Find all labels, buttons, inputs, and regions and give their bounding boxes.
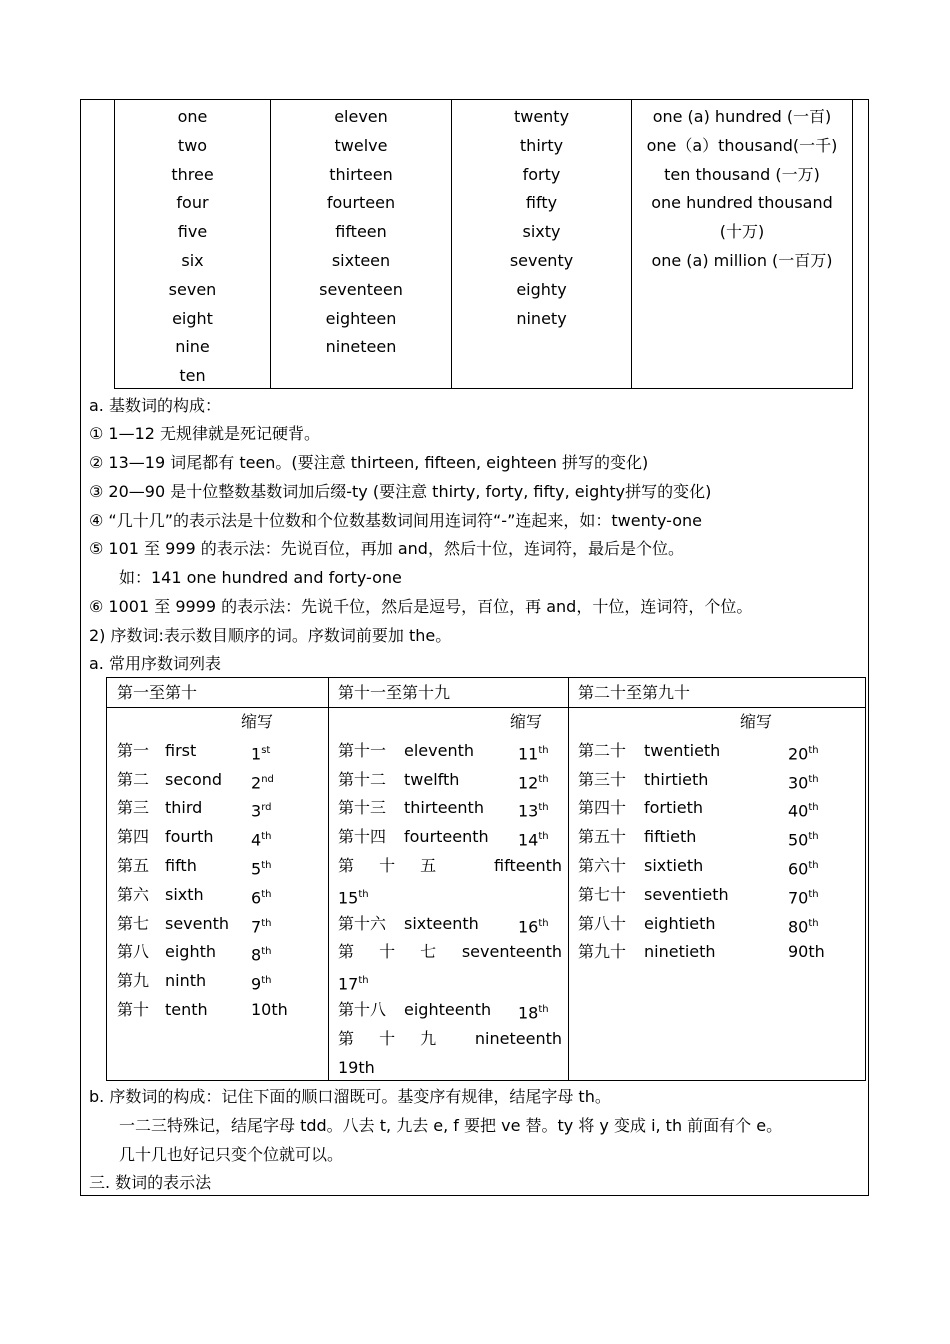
ordinal-row xyxy=(338,1025,562,1054)
cardinal-word: one xyxy=(177,107,208,126)
ordinal-chinese: 第十六 xyxy=(338,913,387,933)
ordinal-abbreviation xyxy=(251,766,274,798)
ordinal-chinese: 第四十 xyxy=(578,798,627,818)
cardinal-word: sixteen xyxy=(331,250,391,270)
ordinal-chinese: 第二 xyxy=(117,769,150,789)
ordinal-abbr-number: 40 xyxy=(788,801,809,821)
ordinal-chinese: 第 十 九 xyxy=(338,1028,447,1048)
ordinal-english: third xyxy=(165,798,203,818)
ordinal-row xyxy=(578,737,818,766)
ordinal-abbreviation xyxy=(251,881,271,913)
note-6: ⑥ 1001 至 9999 的表示法：先说千位，然后是逗号，百位，再 and，十位，连词符，个位。 xyxy=(89,597,753,616)
cardinal-col-4 xyxy=(632,100,852,388)
ordinal-chinese: 第十二 xyxy=(338,769,387,789)
ordinal-rule-line-3: 几十几也好记只变个位就可以。 xyxy=(119,1145,344,1164)
ordinal-abbr-suffix: th xyxy=(808,802,819,814)
ordinal-english: twelfth xyxy=(404,769,460,789)
cardinal-word: five xyxy=(177,222,208,242)
ordinal-abbr-number: 5 xyxy=(251,859,262,879)
ordinal-abbreviation xyxy=(251,737,270,769)
ordinal-english: sixteenth xyxy=(404,913,479,933)
cardinal-word: one (a) hundred (一百) xyxy=(652,107,832,126)
ordinal-abbr-number: 6 xyxy=(251,888,262,908)
ordinal-abbreviation xyxy=(788,910,819,942)
cardinal-word: sixty xyxy=(522,222,561,242)
ordinal-abbr-number: 9 xyxy=(251,974,262,994)
ordinal-number-table xyxy=(106,677,866,1081)
ordinal-chinese: 第七 xyxy=(117,913,150,933)
ordinal-chinese: 第八 xyxy=(117,942,150,962)
ordinal-abbreviation xyxy=(518,996,549,1028)
ordinal-row xyxy=(578,910,818,939)
ordinal-row xyxy=(338,938,562,967)
ordinal-row xyxy=(578,766,818,795)
ordinal-chinese: 第九十 xyxy=(578,942,627,962)
ordinal-abbr-suffix: th xyxy=(808,773,819,785)
ordinal-row xyxy=(117,794,322,823)
note-5-example: 如：141 one hundred and forty-one xyxy=(119,568,402,587)
note-a-title: a. 基数词的构成： xyxy=(89,396,221,415)
ordinal-chinese: 第二十 xyxy=(578,740,627,760)
ordinal-abbr-suffix: th xyxy=(261,831,272,843)
cardinal-word: ten xyxy=(179,366,206,386)
ordinal-english: ninth xyxy=(165,971,207,991)
ordinal-english: fifth xyxy=(165,856,197,875)
ordinal-chinese: 第三十 xyxy=(578,769,627,789)
ordinal-abbreviation xyxy=(788,737,819,769)
note-3: ③ 20—90 是十位整数基数词加后缀-ty (要注意 thirty, forty, fifty, eighty拼写的变化) xyxy=(89,482,712,501)
ordinal-english: eleventh xyxy=(404,740,474,760)
ordinal-english: fourteenth xyxy=(404,827,489,847)
ordinal-abbr-suffix: th xyxy=(261,975,272,987)
ordinal-abbr-suffix: th xyxy=(538,917,549,929)
ordinal-abbr-suffix: th xyxy=(538,802,549,814)
ordinal-chinese: 第三 xyxy=(117,798,150,818)
ordinal-abbr-suffix: th xyxy=(261,946,272,958)
ordinal-english: ninetieth xyxy=(644,942,716,962)
cardinal-word: twelve xyxy=(334,135,388,155)
ordinal-english: seventeenth xyxy=(461,942,562,962)
ordinal-row xyxy=(338,766,562,795)
ordinal-abbr-number: 1 xyxy=(251,744,262,764)
ordinal-english: second xyxy=(165,769,223,789)
col-divider-2 xyxy=(568,678,569,1080)
ordinal-abbr-suffix: st xyxy=(261,744,271,756)
ordinal-header-3: 第二十至第九十 xyxy=(568,678,865,708)
cardinal-word: ten thousand (一万) xyxy=(664,164,820,184)
ordinal-abbr-number: 19th xyxy=(338,1057,375,1077)
ordinal-abbr-number: 70 xyxy=(788,888,809,908)
ordinal-row xyxy=(578,852,818,881)
col-divider-1 xyxy=(328,678,329,1080)
ordinal-abbreviation xyxy=(251,794,271,826)
cardinal-word: seven xyxy=(168,279,217,299)
ordinal-english: thirteenth xyxy=(404,798,484,818)
ordinal-abbreviation xyxy=(251,938,271,970)
ordinal-abbr-number: 20 xyxy=(788,744,809,764)
ordinal-chinese: 第七十 xyxy=(578,884,627,904)
ordinal-abbr-number: 15 xyxy=(338,888,359,908)
ordinal-row-wrap xyxy=(338,881,369,910)
ordinal-chinese: 第 十 七 xyxy=(338,942,447,962)
ordinal-chinese: 第十 xyxy=(117,1000,150,1019)
ordinal-abbr-suffix: th xyxy=(358,888,369,900)
cardinal-word: thirteen xyxy=(329,164,393,184)
ordinal-english: tenth xyxy=(165,1000,208,1019)
ordinal-abbr-number: 60 xyxy=(788,859,809,879)
ordinal-row xyxy=(338,737,562,766)
cardinal-word: one（a）thousand(一千) xyxy=(646,135,838,155)
ordinal-abbr-suffix: th xyxy=(538,831,549,843)
ordinal-row xyxy=(117,938,322,967)
abbr-header-1: 缩写 xyxy=(241,712,274,731)
ordinal-abbr-suffix: th xyxy=(538,744,549,756)
ordinal-row-wrap xyxy=(338,1054,375,1083)
ordinal-chinese: 第九 xyxy=(117,971,150,991)
ordinal-abbr-suffix: th xyxy=(808,888,819,900)
ordinal-chinese: 第十四 xyxy=(338,827,387,847)
ordinal-abbreviation xyxy=(251,996,288,1025)
ordinal-chinese: 第 十 五 xyxy=(338,856,447,875)
ordinal-row xyxy=(338,794,562,823)
ordinal-chinese: 第六十 xyxy=(578,856,627,875)
ordinal-abbr-suffix: th xyxy=(538,773,549,785)
ordinal-english: eighth xyxy=(165,942,216,962)
ordinal-abbr-suffix: th xyxy=(808,831,819,843)
ordinal-chinese: 第五 xyxy=(117,856,150,875)
ordinal-chinese: 第八十 xyxy=(578,913,627,933)
ordinal-abbreviation xyxy=(251,910,271,942)
ordinal-row xyxy=(117,852,322,881)
ordinal-english: nineteenth xyxy=(474,1028,562,1048)
cardinal-word: thirty xyxy=(519,135,564,155)
ordinal-abbr-number: 17 xyxy=(338,974,359,994)
ordinal-english: thirtieth xyxy=(644,769,709,789)
ordinal-row xyxy=(338,996,562,1025)
ordinal-chinese: 第四 xyxy=(117,827,150,847)
ordinal-abbreviation xyxy=(518,910,549,942)
ordinal-abbr-number: 7 xyxy=(251,916,262,936)
ordinal-abbreviation xyxy=(251,967,271,999)
ordinal-abbr-number: 8 xyxy=(251,945,262,965)
ordinal-english: fortieth xyxy=(644,798,703,818)
ordinal-abbr-number: 4 xyxy=(251,830,262,850)
ordinal-row xyxy=(578,881,818,910)
ordinal-row xyxy=(117,967,322,996)
ordinal-english: eightieth xyxy=(644,913,716,933)
ordinal-abbr-number: 90th xyxy=(788,942,825,962)
cardinal-word: forty xyxy=(522,164,561,184)
ordinal-abbr-number: 13 xyxy=(518,801,539,821)
ordinal-row xyxy=(117,823,322,852)
cardinal-word: seventeen xyxy=(319,279,403,299)
cardinal-word: fifteen xyxy=(335,222,387,242)
cardinal-word: one hundred thousand xyxy=(651,193,833,213)
ordinal-english: sixth xyxy=(165,884,204,904)
ordinal-row xyxy=(117,881,322,910)
ordinal-abbreviation xyxy=(788,852,819,884)
ordinal-english: fifteenth xyxy=(494,856,562,875)
ordinal-abbreviation xyxy=(518,823,549,855)
ordinal-abbr-number: 80 xyxy=(788,916,809,936)
cardinal-word: ninety xyxy=(516,308,567,328)
cardinal-word: four xyxy=(176,193,209,213)
ordinal-abbr-number: 3 xyxy=(251,801,262,821)
ordinal-abbreviation xyxy=(518,794,549,826)
note-2: ② 13—19 词尾都有 teen。(要注意 thirteen, fifteen, eighteen 拼写的变化) xyxy=(89,453,649,472)
ordinal-abbr-number: 10th xyxy=(251,1000,288,1019)
ordinal-row xyxy=(117,737,322,766)
ordinal-abbr-number: 11 xyxy=(518,744,539,764)
cardinal-word: two xyxy=(177,135,208,155)
note-5: ⑤ 101 至 999 的表示法：先说百位，再加 and，然后十位，连词符，最后是个位。 xyxy=(89,539,684,558)
ordinal-english: sixtieth xyxy=(644,856,704,875)
cardinal-word: fifty xyxy=(525,193,558,213)
ordinal-chinese: 第六 xyxy=(117,884,150,904)
ordinal-abbr-suffix: th xyxy=(538,1004,549,1015)
ordinal-rule-b: b. 序数词的构成：记住下面的顺口溜既可。基变序有规律，结尾字母 th。 xyxy=(89,1087,611,1106)
ordinal-english: seventh xyxy=(165,913,230,933)
ordinal-row xyxy=(117,996,322,1025)
ordinal-abbr-number: 18 xyxy=(518,1003,539,1023)
ordinal-chinese: 第十八 xyxy=(338,1000,387,1019)
cardinal-word: six xyxy=(181,250,204,270)
ordinal-english: fourth xyxy=(165,827,214,847)
ordinal-english: fiftieth xyxy=(644,827,697,847)
ordinal-abbr-suffix: nd xyxy=(261,773,274,785)
note-1: ① 1—12 无规律就是死记硬背。 xyxy=(89,424,321,443)
ordinal-abbreviation xyxy=(251,852,271,884)
abbr-header-3: 缩写 xyxy=(740,712,773,731)
ordinal-abbreviation xyxy=(518,766,549,798)
ordinal-chinese: 第十三 xyxy=(338,798,387,818)
ordinal-abbr-number: 50 xyxy=(788,830,809,850)
ordinal-english: twentieth xyxy=(644,740,721,760)
ordinal-row-wrap xyxy=(338,967,369,996)
ordinal-abbr-suffix: th xyxy=(358,975,369,987)
ordinal-header-2: 第十一至第十九 xyxy=(328,678,568,708)
ordinal-row xyxy=(578,794,818,823)
cardinal-word: fourteen xyxy=(326,193,396,213)
ordinal-list-title: a. 常用序数词列表 xyxy=(89,654,221,673)
ordinal-row xyxy=(338,823,562,852)
ordinal-english: first xyxy=(165,740,197,760)
ordinal-chinese: 第五十 xyxy=(578,827,627,847)
ordinal-abbreviation xyxy=(788,881,819,913)
ordinal-row xyxy=(117,910,322,939)
ordinal-abbreviation xyxy=(518,737,549,769)
ordinal-english: seventieth xyxy=(644,884,729,904)
ordinal-row xyxy=(578,938,825,967)
ordinal-title: 2) 序数词:表示数目顺序的词。序数词前要加 the。 xyxy=(89,626,452,645)
ordinal-abbr-suffix: rd xyxy=(261,802,272,814)
cardinal-word: eighteen xyxy=(325,308,397,328)
cardinal-col-3 xyxy=(452,100,632,388)
cardinal-word: twenty xyxy=(513,107,570,126)
ordinal-abbr-number: 2 xyxy=(251,772,262,792)
cardinal-word: (十万) xyxy=(719,222,765,242)
cardinal-word: nineteen xyxy=(325,337,397,357)
ordinal-abbr-suffix: th xyxy=(808,744,819,756)
ordinal-chinese: 第一 xyxy=(117,740,150,760)
ordinal-abbr-number: 30 xyxy=(788,772,809,792)
cardinal-word: three xyxy=(171,164,214,184)
ordinal-abbr-suffix: th xyxy=(808,860,819,871)
ordinal-row xyxy=(338,910,562,939)
ordinal-abbr-number: 12 xyxy=(518,772,539,792)
ordinal-abbreviation xyxy=(788,794,819,826)
ordinal-abbreviation xyxy=(788,823,819,855)
ordinal-abbreviation xyxy=(788,938,825,967)
ordinal-english: eighteenth xyxy=(404,1000,492,1019)
ordinal-chinese: 第十一 xyxy=(338,740,387,760)
ordinal-header-1: 第一至第十 xyxy=(107,678,328,708)
cardinal-col-2 xyxy=(271,100,452,388)
cardinal-word: one (a) million (一百万) xyxy=(651,250,833,270)
cardinal-number-table xyxy=(114,100,853,389)
ordinal-abbr-suffix: th xyxy=(261,888,272,900)
ordinal-abbr-suffix: th xyxy=(261,917,272,929)
ordinal-abbr-number: 16 xyxy=(518,916,539,936)
ordinal-abbreviation xyxy=(788,766,819,798)
section-three-title: 三. 数词的表示法 xyxy=(89,1173,212,1192)
abbr-header-2: 缩写 xyxy=(510,712,543,731)
ordinal-row xyxy=(578,823,818,852)
cardinal-word: nine xyxy=(175,337,210,357)
cardinal-word: eight xyxy=(172,308,213,328)
ordinal-abbreviation xyxy=(251,823,271,855)
ordinal-abbr-suffix: th xyxy=(261,860,272,871)
note-4: ④ “几十几”的表示法是十位数和个位数基数词间用连词符“-”连起来，如：twenty-one xyxy=(89,511,703,530)
cardinal-col-1 xyxy=(115,100,271,388)
ordinal-rule-line-2: 一二三特殊记，结尾字母 tdd。八去 t, 九去 e, f 要把 ve 替。ty 将 y 变成 i, th 前面有个 e。 xyxy=(119,1116,783,1135)
cardinal-word: seventy xyxy=(509,250,574,270)
ordinal-abbr-suffix: th xyxy=(808,917,819,929)
cardinal-word: eleven xyxy=(334,107,388,126)
ordinal-row xyxy=(338,852,562,881)
ordinal-row xyxy=(117,766,322,795)
ordinal-abbr-number: 14 xyxy=(518,830,539,850)
cardinal-word: eighty xyxy=(516,279,567,299)
